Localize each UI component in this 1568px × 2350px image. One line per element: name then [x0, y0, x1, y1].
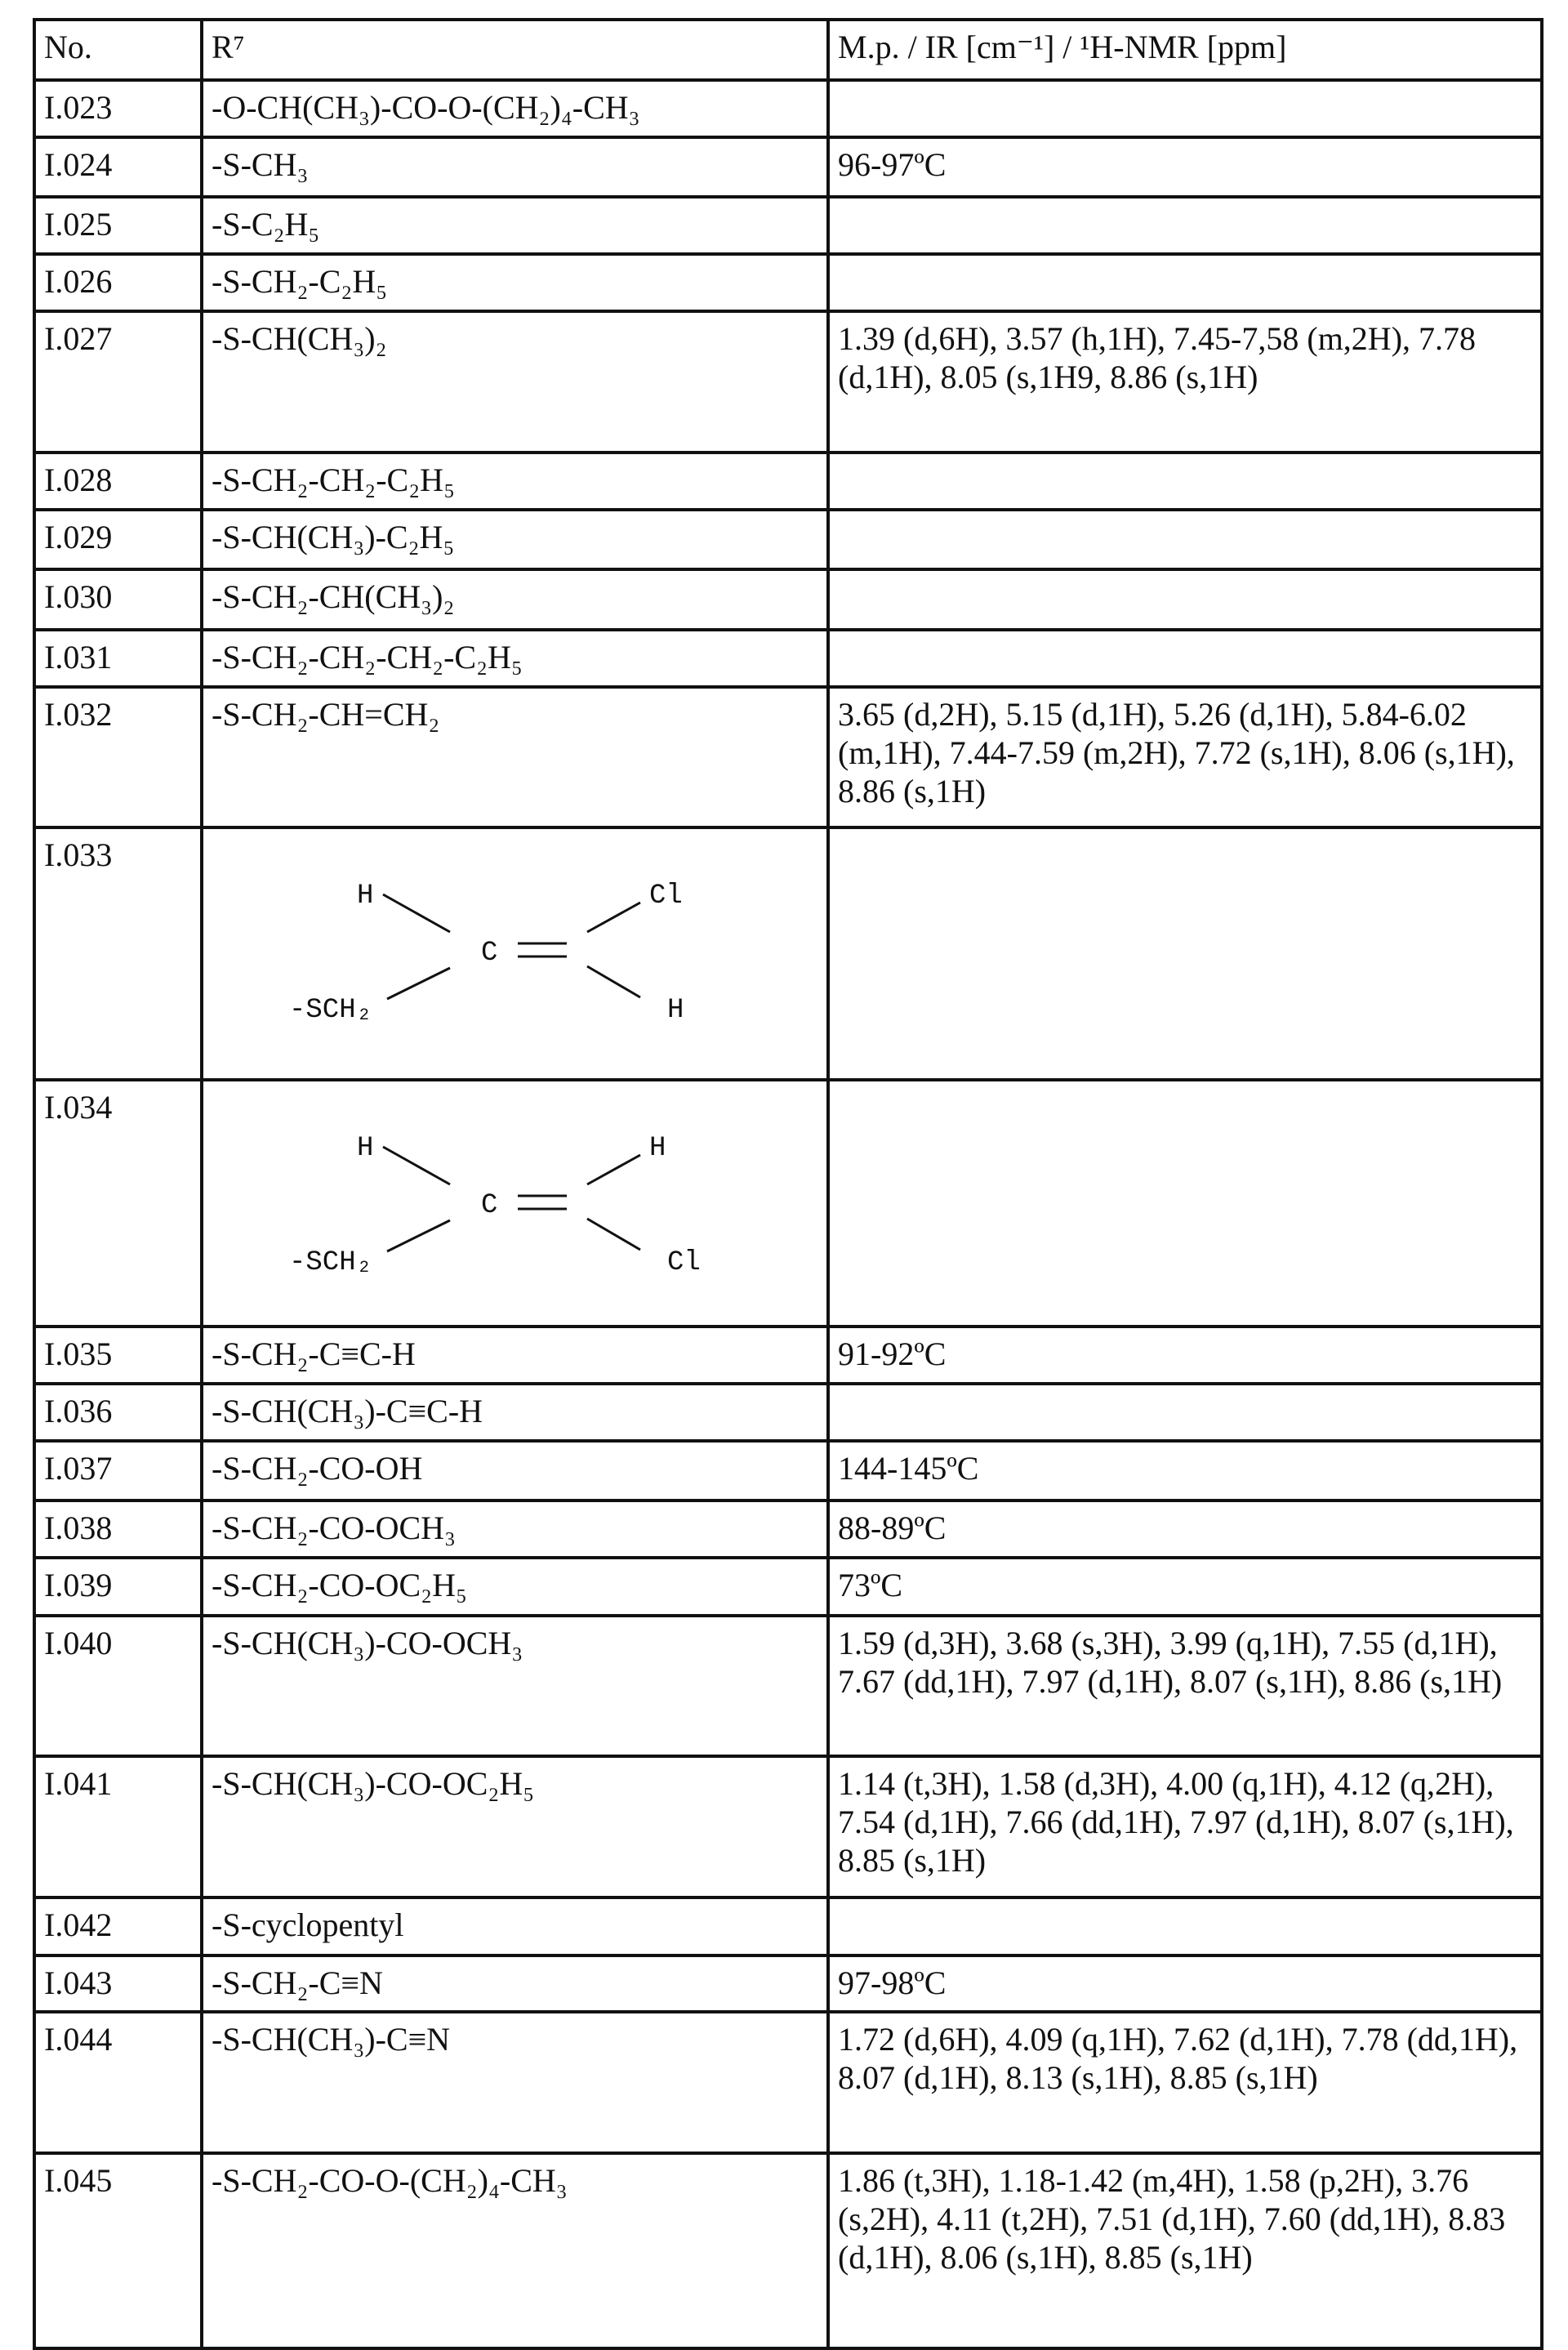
- r7-substituent: -S-C₂H₅: [202, 197, 828, 254]
- table-row: [34, 1384, 1542, 1441]
- table-header-row: [34, 20, 1542, 80]
- r7-substituent: -S-CH(CH₃)₂: [202, 311, 828, 453]
- compound-number: I.025: [34, 197, 202, 254]
- atom-label: H: [649, 1133, 666, 1164]
- physical-data: 1.39 (d,6H), 3.57 (h,1H), 7.45-7,58 (m,2H), 7.78 (d,1H), 8.05 (s,1H9, 8.86 (s,1H): [828, 311, 1542, 453]
- table-row: [34, 1080, 1542, 1327]
- atom-label: -SCH₂: [289, 995, 372, 1026]
- physical-data: [828, 254, 1542, 311]
- r7-substituent: -S-CH(CH₃)-C≡N: [202, 2012, 828, 2153]
- physical-data: [828, 630, 1542, 687]
- table-row: [34, 1327, 1542, 1384]
- table-row: [34, 1756, 1542, 1897]
- table-row: [34, 453, 1542, 510]
- table-row: [34, 1616, 1542, 1756]
- compound-number: I.037: [34, 1441, 202, 1501]
- r7-structure: [202, 1080, 828, 1327]
- table-row: [34, 197, 1542, 254]
- compound-number: I.043: [34, 1955, 202, 2012]
- atom-label: Cl: [667, 1247, 701, 1278]
- compound-number: I.026: [34, 254, 202, 311]
- bond-line: [587, 966, 640, 997]
- compound-number: I.040: [34, 1616, 202, 1756]
- r7-substituent: -S-CH₂-C≡N: [202, 1955, 828, 2012]
- compound-number: I.033: [34, 827, 202, 1080]
- atom-label: H: [357, 1133, 373, 1164]
- compound-number: I.039: [34, 1558, 202, 1616]
- atom-label: Cl: [649, 881, 683, 912]
- table-row: [34, 1955, 1542, 2012]
- bond-line: [387, 968, 450, 999]
- table-row: [34, 2153, 1542, 2348]
- table-row: [34, 687, 1542, 827]
- atom-label: H: [667, 995, 684, 1026]
- physical-data: 97-98ºC: [828, 1955, 1542, 2012]
- physical-data: 1.86 (t,3H), 1.18-1.42 (m,4H), 1.58 (p,2H), 3.76 (s,2H), 4.11 (t,2H), 7.51 (d,1H), 7.60 (dd,1H), 8.83 (d,1H), 8.06 (s,1H), 8.85 (s,1H): [828, 2153, 1542, 2348]
- physical-data: 3.65 (d,2H), 5.15 (d,1H), 5.26 (d,1H), 5.84-6.02 (m,1H), 7.44-7.59 (m,2H), 7.72 (s,1H), 8.06 (s,1H), 8.86 (s,1H): [828, 687, 1542, 827]
- compound-number: I.042: [34, 1897, 202, 1955]
- r7-substituent: -S-CH₂-C≡C-H: [202, 1327, 828, 1384]
- r7-substituent: -O-CH(CH₃)-CO-O-(CH₂)₄-CH₃: [202, 80, 828, 137]
- r7-substituent: -S-CH₂-CH₂-C₂H₅: [202, 453, 828, 510]
- compound-number: I.029: [34, 510, 202, 569]
- physical-data: 91-92ºC: [828, 1327, 1542, 1384]
- atom-label: C: [481, 1190, 497, 1221]
- physical-data: [828, 569, 1542, 630]
- r7-substituent: -S-CH(CH₃)-C₂H₅: [202, 510, 828, 569]
- r7-substituent: -S-CH₂-CO-OC₂H₅: [202, 1558, 828, 1616]
- r7-substituent: -S-cyclopentyl: [202, 1897, 828, 1955]
- r7-substituent: -S-CH(CH₃)-C≡C-H: [202, 1384, 828, 1441]
- table-row: [34, 1501, 1542, 1558]
- compound-number: I.027: [34, 311, 202, 453]
- bond-line: [383, 894, 450, 932]
- r7-substituent: -S-CH₂-CO-O-(CH₂)₄-CH₃: [202, 2153, 828, 2348]
- table-row: [34, 137, 1542, 197]
- table-row: [34, 254, 1542, 311]
- compound-table: [33, 18, 1544, 2350]
- physical-data: 144-145ºC: [828, 1441, 1542, 1501]
- atom-label: -SCH₂: [289, 1247, 372, 1278]
- atom-label: C: [481, 938, 497, 969]
- compound-number: I.038: [34, 1501, 202, 1558]
- physical-data: 96-97ºC: [828, 137, 1542, 197]
- r7-substituent: -S-CH₂-CH(CH₃)₂: [202, 569, 828, 630]
- bond-line: [383, 1147, 450, 1184]
- r7-substituent: -S-CH₂-CH₂-CH₂-C₂H₅: [202, 630, 828, 687]
- table-row: [34, 510, 1542, 569]
- bond-line: [587, 903, 640, 932]
- table-body: [34, 80, 1542, 2348]
- physical-data: [828, 1384, 1542, 1441]
- table-row: [34, 2012, 1542, 2153]
- alkene-structure-diagram: [212, 836, 816, 1064]
- compound-number: I.035: [34, 1327, 202, 1384]
- r7-substituent: -S-CH₂-CH=CH₂: [202, 687, 828, 827]
- compound-number: I.030: [34, 569, 202, 630]
- compound-number: I.036: [34, 1384, 202, 1441]
- table-row: [34, 1897, 1542, 1955]
- physical-data: 88-89ºC: [828, 1501, 1542, 1558]
- physical-data: [828, 1080, 1542, 1327]
- physical-data: 1.59 (d,3H), 3.68 (s,3H), 3.99 (q,1H), 7.55 (d,1H), 7.67 (dd,1H), 7.97 (d,1H), 8.07 (s,1H), 8.86 (s,1H): [828, 1616, 1542, 1756]
- header-no: No.: [34, 20, 202, 80]
- table-row: [34, 311, 1542, 453]
- header-r7: R⁷: [202, 20, 828, 80]
- compound-number: I.028: [34, 453, 202, 510]
- compound-number: I.044: [34, 2012, 202, 2153]
- compound-number: I.045: [34, 2153, 202, 2348]
- physical-data: 73ºC: [828, 1558, 1542, 1616]
- r7-structure: [202, 827, 828, 1080]
- r7-substituent: -S-CH₂-C₂H₅: [202, 254, 828, 311]
- physical-data: 1.14 (t,3H), 1.58 (d,3H), 4.00 (q,1H), 4.12 (q,2H), 7.54 (d,1H), 7.66 (dd,1H), 7.97 (d,1H), 8.07 (s,1H), 8.85 (s,1H): [828, 1756, 1542, 1897]
- r7-substituent: -S-CH₂-CO-OH: [202, 1441, 828, 1501]
- physical-data: [828, 827, 1542, 1080]
- physical-data: [828, 510, 1542, 569]
- table-row: [34, 630, 1542, 687]
- table-row: [34, 1558, 1542, 1616]
- physical-data: [828, 80, 1542, 137]
- bond-line: [387, 1220, 450, 1251]
- bond-line: [587, 1155, 640, 1184]
- table-row: [34, 1441, 1542, 1501]
- atom-label: H: [357, 881, 373, 912]
- compound-number: I.041: [34, 1756, 202, 1897]
- table-row: [34, 827, 1542, 1080]
- bond-line: [587, 1219, 640, 1250]
- table-row: [34, 80, 1542, 137]
- compound-number: I.032: [34, 687, 202, 827]
- physical-data: [828, 197, 1542, 254]
- compound-number: I.034: [34, 1080, 202, 1327]
- physical-data: 1.72 (d,6H), 4.09 (q,1H), 7.62 (d,1H), 7.78 (dd,1H), 8.07 (d,1H), 8.13 (s,1H), 8.85 (s,1H): [828, 2012, 1542, 2153]
- physical-data: [828, 1897, 1542, 1955]
- r7-substituent: -S-CH(CH₃)-CO-OCH₃: [202, 1616, 828, 1756]
- compound-number: I.023: [34, 80, 202, 137]
- compound-number: I.031: [34, 630, 202, 687]
- r7-substituent: -S-CH(CH₃)-CO-OC₂H₅: [202, 1756, 828, 1897]
- r7-substituent: -S-CH₂-CO-OCH₃: [202, 1501, 828, 1558]
- alkene-structure-diagram: [212, 1088, 816, 1317]
- header-data: M.p. / IR [cm⁻¹] / ¹H-NMR [ppm]: [828, 20, 1542, 80]
- physical-data: [828, 453, 1542, 510]
- table-row: [34, 569, 1542, 630]
- compound-number: I.024: [34, 137, 202, 197]
- r7-substituent: -S-CH₃: [202, 137, 828, 197]
